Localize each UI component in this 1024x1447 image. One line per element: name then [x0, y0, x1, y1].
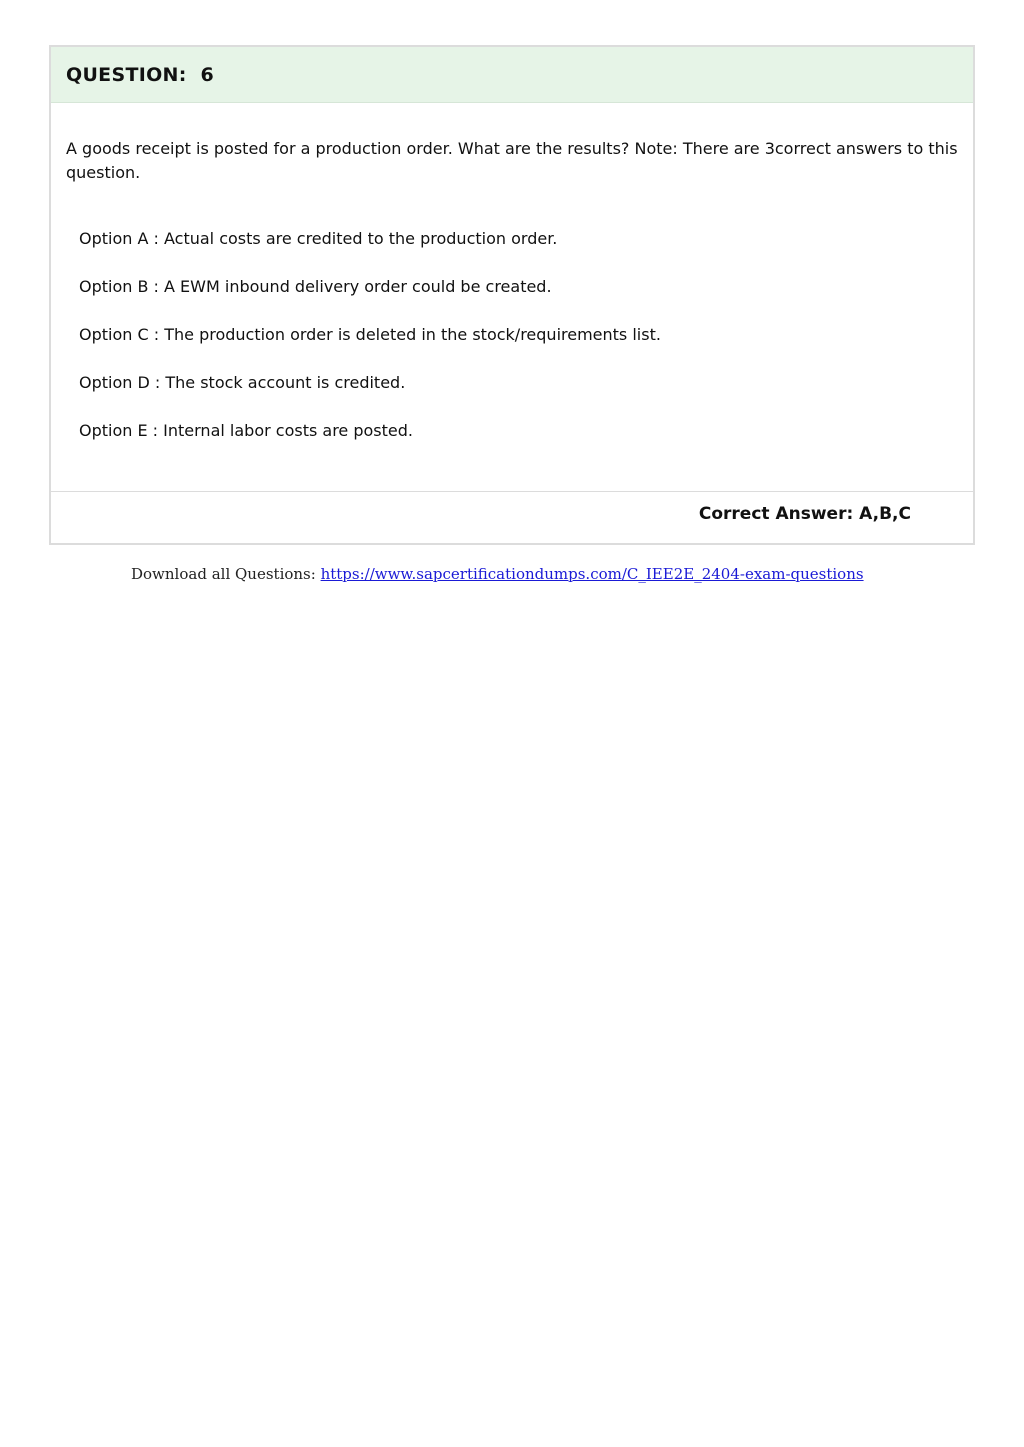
option-e: Option E : Internal labor costs are posted. — [79, 421, 413, 440]
question-header — [51, 47, 973, 103]
question-title: QUESTION: 6 — [66, 63, 214, 86]
option-b: Option B : A EWM inbound delivery order could be created. — [79, 277, 552, 296]
option-a: Option A : Actual costs are credited to the production order. — [79, 229, 558, 248]
options-list — [79, 227, 661, 467]
option-d: Option D : The stock account is credited. — [79, 373, 406, 392]
question-card — [49, 45, 975, 545]
download-line — [131, 565, 864, 583]
question-body — [51, 103, 973, 492]
option-c: Option C : The production order is deleted in the stock/requirements list. — [79, 325, 661, 344]
correct-answer: Correct Answer: A,B,C — [698, 504, 911, 524]
question-text: A goods receipt is posted for a production order. What are the results? Note: There are 3correct answers to this question. — [66, 139, 958, 182]
download-label: Download all Questions: — [131, 565, 321, 583]
answer-section — [51, 492, 973, 543]
download-link[interactable]: https://www.sapcertificationdumps.com/C_IEE2E_2404-exam-questions — [320, 565, 864, 583]
